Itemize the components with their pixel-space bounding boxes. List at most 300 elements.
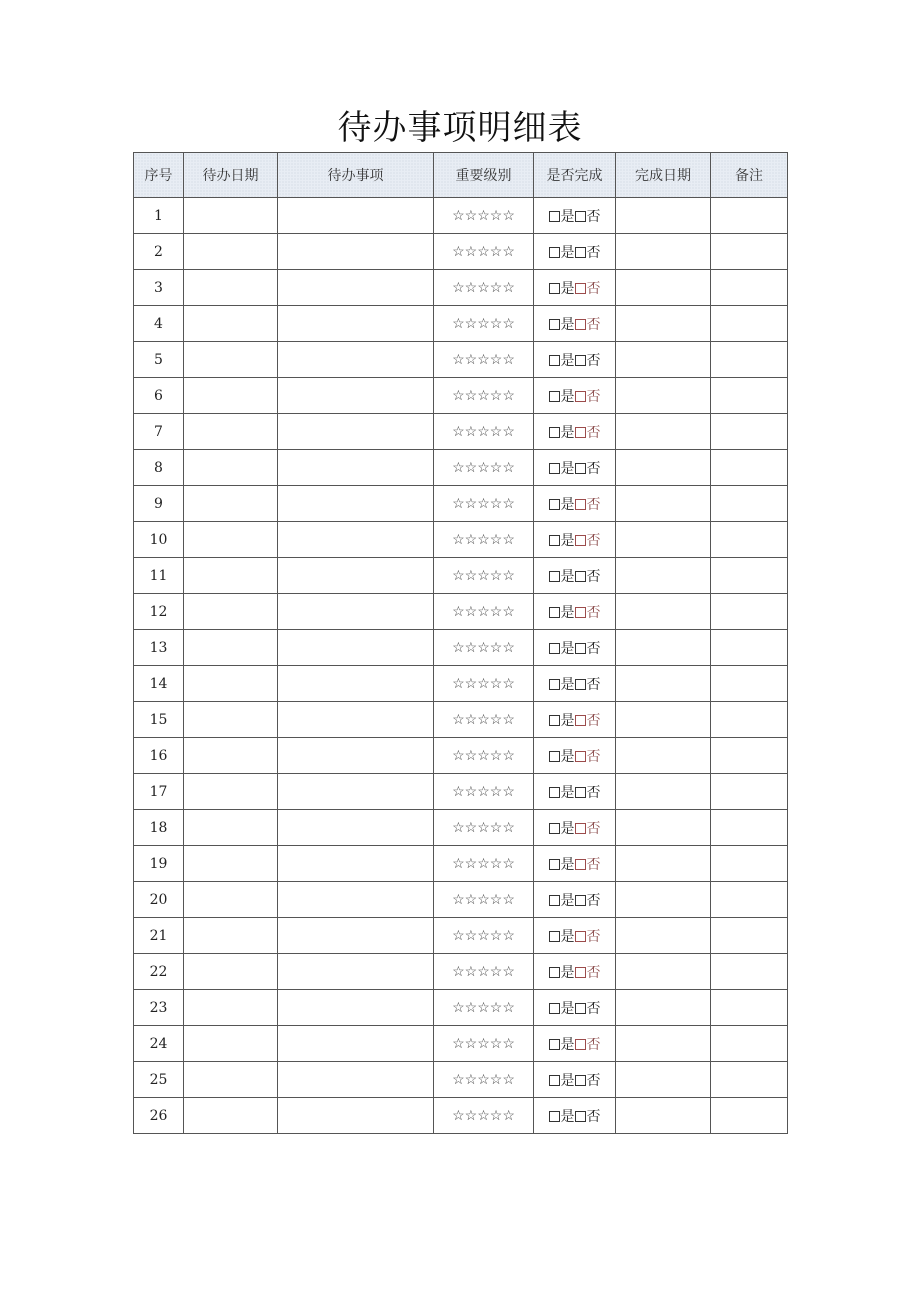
row-todo-date-cell[interactable] (184, 234, 278, 270)
row-done-date-cell[interactable] (616, 1062, 711, 1098)
row-done (534, 306, 616, 342)
importance-stars[interactable]: ☆☆☆☆☆ (452, 495, 515, 512)
row-todo-date-cell[interactable] (184, 774, 278, 810)
row-todo-item-cell[interactable] (278, 918, 434, 954)
yes-checkbox[interactable] (549, 571, 560, 582)
no-checkbox[interactable] (575, 355, 586, 366)
importance-stars[interactable]: ☆☆☆☆☆ (452, 1035, 515, 1052)
yes-label: 是 (560, 1036, 575, 1053)
header-importance: 重要级别 (434, 153, 534, 198)
row-todo-item-cell[interactable] (278, 234, 434, 270)
row-done-date-cell[interactable] (616, 414, 711, 450)
no-label: 否 (586, 424, 601, 441)
yes-label: 是 (560, 604, 575, 621)
no-checkbox[interactable] (575, 679, 586, 690)
row-remarks-cell[interactable] (711, 666, 788, 702)
row-remarks-cell[interactable] (711, 1098, 788, 1134)
row-todo-item-cell[interactable] (278, 666, 434, 702)
importance-stars[interactable]: ☆☆☆☆☆ (452, 1107, 515, 1124)
no-label: 否 (586, 460, 601, 477)
row-done (534, 990, 616, 1026)
row-done (534, 702, 616, 738)
yes-label: 是 (560, 1108, 575, 1125)
row-remarks-cell[interactable] (711, 738, 788, 774)
row-todo-item-cell[interactable] (278, 990, 434, 1026)
row-done-date-cell[interactable] (616, 342, 711, 378)
row-remarks-cell[interactable] (711, 702, 788, 738)
row-done-date-cell[interactable] (616, 630, 711, 666)
yes-checkbox[interactable] (549, 679, 560, 690)
no-label: 否 (586, 604, 601, 621)
row-importance[interactable] (434, 234, 534, 270)
row-todo-item-cell[interactable] (278, 774, 434, 810)
yes-label: 是 (560, 208, 575, 225)
importance-stars[interactable]: ☆☆☆☆☆ (452, 315, 515, 332)
row-importance[interactable] (434, 666, 534, 702)
yes-label: 是 (560, 676, 575, 693)
row-todo-date-cell[interactable] (184, 1098, 278, 1134)
no-checkbox[interactable] (575, 535, 586, 546)
row-todo-item-cell[interactable] (278, 1026, 434, 1062)
yes-label: 是 (560, 928, 575, 945)
yes-checkbox[interactable] (549, 607, 560, 618)
row-remarks-cell[interactable] (711, 270, 788, 306)
row-todo-date-cell[interactable] (184, 1026, 278, 1062)
yes-checkbox[interactable] (549, 283, 560, 294)
row-done-date-cell[interactable] (616, 270, 711, 306)
no-checkbox[interactable] (575, 931, 586, 942)
importance-stars[interactable]: ☆☆☆☆☆ (452, 243, 515, 260)
yes-checkbox[interactable] (549, 427, 560, 438)
row-done-date-cell[interactable] (616, 918, 711, 954)
no-checkbox[interactable] (575, 463, 586, 474)
importance-stars[interactable]: ☆☆☆☆☆ (452, 387, 515, 404)
yes-label: 是 (560, 532, 575, 549)
row-todo-item-cell[interactable] (278, 1098, 434, 1134)
row-importance[interactable] (434, 594, 534, 630)
row-seq: 21 (134, 918, 184, 954)
no-label: 否 (586, 640, 601, 657)
row-todo-date-cell[interactable] (184, 198, 278, 234)
yes-checkbox[interactable] (549, 1111, 560, 1122)
row-done (534, 1026, 616, 1062)
row-todo-item-cell[interactable] (278, 270, 434, 306)
row-remarks-cell[interactable] (711, 378, 788, 414)
no-label: 否 (586, 892, 601, 909)
row-todo-date-cell[interactable] (184, 918, 278, 954)
no-checkbox[interactable] (575, 1039, 586, 1050)
no-label: 否 (586, 568, 601, 585)
importance-stars[interactable]: ☆☆☆☆☆ (452, 963, 515, 980)
row-importance[interactable] (434, 414, 534, 450)
row-importance[interactable] (434, 558, 534, 594)
table-row (134, 486, 788, 522)
row-done-date-cell[interactable] (616, 954, 711, 990)
no-checkbox[interactable] (575, 607, 586, 618)
row-done-date-cell[interactable] (616, 738, 711, 774)
row-seq: 9 (134, 486, 184, 522)
importance-stars[interactable]: ☆☆☆☆☆ (452, 747, 515, 764)
no-checkbox[interactable] (575, 211, 586, 222)
row-seq: 23 (134, 990, 184, 1026)
no-label: 否 (586, 532, 601, 549)
yes-label: 是 (560, 280, 575, 297)
row-done-date-cell[interactable] (616, 306, 711, 342)
yes-checkbox[interactable] (549, 1003, 560, 1014)
row-done (534, 774, 616, 810)
table-row (134, 666, 788, 702)
row-todo-item-cell[interactable] (278, 954, 434, 990)
no-label: 否 (586, 856, 601, 873)
row-todo-date-cell[interactable] (184, 342, 278, 378)
yes-checkbox[interactable] (549, 247, 560, 258)
importance-stars[interactable]: ☆☆☆☆☆ (452, 891, 515, 908)
row-importance[interactable] (434, 1026, 534, 1062)
yes-checkbox[interactable] (549, 859, 560, 870)
table-row (134, 810, 788, 846)
no-checkbox[interactable] (575, 571, 586, 582)
no-checkbox[interactable] (575, 895, 586, 906)
row-remarks-cell[interactable] (711, 810, 788, 846)
row-importance[interactable] (434, 630, 534, 666)
no-label: 否 (586, 496, 601, 513)
row-remarks-cell[interactable] (711, 594, 788, 630)
row-done (534, 522, 616, 558)
yes-checkbox[interactable] (549, 1039, 560, 1050)
row-remarks-cell[interactable] (711, 198, 788, 234)
row-done-date-cell[interactable] (616, 810, 711, 846)
row-todo-item-cell[interactable] (278, 630, 434, 666)
yes-label: 是 (560, 316, 575, 333)
todo-table (133, 152, 788, 1134)
row-todo-item-cell[interactable] (278, 738, 434, 774)
yes-checkbox[interactable] (549, 823, 560, 834)
row-todo-date-cell[interactable] (184, 270, 278, 306)
row-importance[interactable] (434, 1098, 534, 1134)
row-done-date-cell[interactable] (616, 882, 711, 918)
importance-stars[interactable]: ☆☆☆☆☆ (452, 603, 515, 620)
no-checkbox[interactable] (575, 319, 586, 330)
no-label: 否 (586, 388, 601, 405)
row-todo-date-cell[interactable] (184, 738, 278, 774)
importance-stars[interactable]: ☆☆☆☆☆ (452, 927, 515, 944)
row-todo-date-cell[interactable] (184, 378, 278, 414)
yes-checkbox[interactable] (549, 931, 560, 942)
row-remarks-cell[interactable] (711, 306, 788, 342)
row-done (534, 1098, 616, 1134)
no-checkbox[interactable] (575, 715, 586, 726)
row-todo-date-cell[interactable] (184, 702, 278, 738)
row-todo-date-cell[interactable] (184, 522, 278, 558)
row-importance[interactable] (434, 486, 534, 522)
row-todo-date-cell[interactable] (184, 810, 278, 846)
yes-checkbox[interactable] (549, 499, 560, 510)
row-done-date-cell[interactable] (616, 522, 711, 558)
header-seq: 序号 (134, 153, 184, 198)
importance-stars[interactable]: ☆☆☆☆☆ (452, 351, 515, 368)
row-todo-date-cell[interactable] (184, 558, 278, 594)
row-importance[interactable] (434, 810, 534, 846)
header-todo-item: 待办事项 (278, 153, 434, 198)
row-todo-item-cell[interactable] (278, 1062, 434, 1098)
row-importance[interactable] (434, 846, 534, 882)
no-label: 否 (586, 244, 601, 261)
no-checkbox[interactable] (575, 247, 586, 258)
yes-label: 是 (560, 784, 575, 801)
importance-stars[interactable]: ☆☆☆☆☆ (452, 279, 515, 296)
row-todo-date-cell[interactable] (184, 666, 278, 702)
row-todo-item-cell[interactable] (278, 810, 434, 846)
yes-checkbox[interactable] (549, 391, 560, 402)
row-todo-date-cell[interactable] (184, 990, 278, 1026)
table-row (134, 918, 788, 954)
row-done-date-cell[interactable] (616, 846, 711, 882)
table-row (134, 270, 788, 306)
row-done-date-cell[interactable] (616, 198, 711, 234)
row-todo-date-cell[interactable] (184, 486, 278, 522)
row-todo-item-cell[interactable] (278, 846, 434, 882)
row-seq: 2 (134, 234, 184, 270)
row-done (534, 738, 616, 774)
header-row (134, 153, 788, 198)
row-done (534, 630, 616, 666)
row-todo-date-cell[interactable] (184, 630, 278, 666)
row-todo-item-cell[interactable] (278, 882, 434, 918)
yes-checkbox[interactable] (549, 355, 560, 366)
row-todo-item-cell[interactable] (278, 198, 434, 234)
importance-stars[interactable]: ☆☆☆☆☆ (452, 531, 515, 548)
no-label: 否 (586, 1108, 601, 1125)
no-label: 否 (586, 208, 601, 225)
no-checkbox[interactable] (575, 1003, 586, 1014)
row-todo-date-cell[interactable] (184, 954, 278, 990)
header-done: 是否完成 (534, 153, 616, 198)
row-done (534, 954, 616, 990)
importance-stars[interactable]: ☆☆☆☆☆ (452, 819, 515, 836)
yes-checkbox[interactable] (549, 643, 560, 654)
yes-checkbox[interactable] (549, 967, 560, 978)
no-label: 否 (586, 712, 601, 729)
row-importance[interactable] (434, 378, 534, 414)
row-remarks-cell[interactable] (711, 1026, 788, 1062)
row-done (534, 450, 616, 486)
row-seq: 13 (134, 630, 184, 666)
no-checkbox[interactable] (575, 283, 586, 294)
yes-checkbox[interactable] (549, 1075, 560, 1086)
row-todo-date-cell[interactable] (184, 1062, 278, 1098)
row-todo-item-cell[interactable] (278, 342, 434, 378)
importance-stars[interactable]: ☆☆☆☆☆ (452, 711, 515, 728)
table-row (134, 378, 788, 414)
row-done-date-cell[interactable] (616, 1026, 711, 1062)
table-row (134, 342, 788, 378)
no-checkbox[interactable] (575, 643, 586, 654)
no-label: 否 (586, 676, 601, 693)
row-remarks-cell[interactable] (711, 450, 788, 486)
no-label: 否 (586, 784, 601, 801)
row-done-date-cell[interactable] (616, 558, 711, 594)
yes-checkbox[interactable] (549, 319, 560, 330)
row-todo-item-cell[interactable] (278, 594, 434, 630)
importance-stars[interactable]: ☆☆☆☆☆ (452, 423, 515, 440)
yes-label: 是 (560, 424, 575, 441)
table-row (134, 234, 788, 270)
importance-stars[interactable]: ☆☆☆☆☆ (452, 207, 515, 224)
no-checkbox[interactable] (575, 1075, 586, 1086)
table-row (134, 954, 788, 990)
row-done-date-cell[interactable] (616, 378, 711, 414)
row-seq: 18 (134, 810, 184, 846)
row-importance[interactable] (434, 774, 534, 810)
row-remarks-cell[interactable] (711, 954, 788, 990)
importance-stars[interactable]: ☆☆☆☆☆ (452, 855, 515, 872)
row-remarks-cell[interactable] (711, 846, 788, 882)
row-todo-date-cell[interactable] (184, 450, 278, 486)
row-importance[interactable] (434, 882, 534, 918)
yes-label: 是 (560, 1000, 575, 1017)
row-seq: 15 (134, 702, 184, 738)
no-checkbox[interactable] (575, 787, 586, 798)
row-importance[interactable] (434, 522, 534, 558)
row-todo-item-cell[interactable] (278, 486, 434, 522)
row-todo-item-cell[interactable] (278, 378, 434, 414)
row-done (534, 882, 616, 918)
row-seq: 24 (134, 1026, 184, 1062)
row-done-date-cell[interactable] (616, 666, 711, 702)
header-done-date: 完成日期 (616, 153, 711, 198)
row-todo-item-cell[interactable] (278, 306, 434, 342)
row-remarks-cell[interactable] (711, 774, 788, 810)
row-remarks-cell[interactable] (711, 486, 788, 522)
row-remarks-cell[interactable] (711, 990, 788, 1026)
no-label: 否 (586, 1072, 601, 1089)
row-remarks-cell[interactable] (711, 342, 788, 378)
row-todo-date-cell[interactable] (184, 882, 278, 918)
no-checkbox[interactable] (575, 751, 586, 762)
table-row (134, 774, 788, 810)
no-checkbox[interactable] (575, 499, 586, 510)
row-remarks-cell[interactable] (711, 234, 788, 270)
row-remarks-cell[interactable] (711, 414, 788, 450)
no-checkbox[interactable] (575, 967, 586, 978)
row-remarks-cell[interactable] (711, 558, 788, 594)
row-importance[interactable] (434, 990, 534, 1026)
row-done (534, 234, 616, 270)
row-todo-date-cell[interactable] (184, 414, 278, 450)
row-seq: 11 (134, 558, 184, 594)
yes-checkbox[interactable] (549, 211, 560, 222)
yes-checkbox[interactable] (549, 751, 560, 762)
row-seq: 1 (134, 198, 184, 234)
no-checkbox[interactable] (575, 391, 586, 402)
row-todo-date-cell[interactable] (184, 846, 278, 882)
row-seq: 8 (134, 450, 184, 486)
importance-stars[interactable]: ☆☆☆☆☆ (452, 783, 515, 800)
row-done-date-cell[interactable] (616, 990, 711, 1026)
yes-checkbox[interactable] (549, 787, 560, 798)
header-remarks: 备注 (711, 153, 788, 198)
row-importance[interactable] (434, 954, 534, 990)
no-label: 否 (586, 316, 601, 333)
row-done (534, 486, 616, 522)
yes-label: 是 (560, 964, 575, 981)
no-checkbox[interactable] (575, 859, 586, 870)
yes-checkbox[interactable] (549, 463, 560, 474)
row-seq: 3 (134, 270, 184, 306)
row-done-date-cell[interactable] (616, 774, 711, 810)
importance-stars[interactable]: ☆☆☆☆☆ (452, 999, 515, 1016)
row-done-date-cell[interactable] (616, 486, 711, 522)
yes-checkbox[interactable] (549, 715, 560, 726)
yes-label: 是 (560, 568, 575, 585)
row-done-date-cell[interactable] (616, 234, 711, 270)
row-done (534, 666, 616, 702)
row-todo-item-cell[interactable] (278, 702, 434, 738)
no-checkbox[interactable] (575, 823, 586, 834)
yes-checkbox[interactable] (549, 895, 560, 906)
row-done (534, 414, 616, 450)
no-label: 否 (586, 928, 601, 945)
row-importance[interactable] (434, 342, 534, 378)
row-importance[interactable] (434, 738, 534, 774)
row-todo-date-cell[interactable] (184, 594, 278, 630)
row-done-date-cell[interactable] (616, 594, 711, 630)
row-done (534, 558, 616, 594)
row-todo-item-cell[interactable] (278, 522, 434, 558)
table-row (134, 450, 788, 486)
row-seq: 7 (134, 414, 184, 450)
row-remarks-cell[interactable] (711, 918, 788, 954)
row-todo-item-cell[interactable] (278, 558, 434, 594)
importance-stars[interactable]: ☆☆☆☆☆ (452, 639, 515, 656)
row-importance[interactable] (434, 198, 534, 234)
row-done (534, 378, 616, 414)
row-importance[interactable] (434, 1062, 534, 1098)
row-importance[interactable] (434, 702, 534, 738)
yes-label: 是 (560, 892, 575, 909)
yes-label: 是 (560, 388, 575, 405)
no-checkbox[interactable] (575, 1111, 586, 1122)
table-row (134, 522, 788, 558)
row-seq: 25 (134, 1062, 184, 1098)
row-todo-date-cell[interactable] (184, 306, 278, 342)
row-done (534, 1062, 616, 1098)
row-importance[interactable] (434, 306, 534, 342)
row-remarks-cell[interactable] (711, 630, 788, 666)
importance-stars[interactable]: ☆☆☆☆☆ (452, 675, 515, 692)
row-todo-item-cell[interactable] (278, 414, 434, 450)
no-label: 否 (586, 820, 601, 837)
yes-label: 是 (560, 496, 575, 513)
row-remarks-cell[interactable] (711, 522, 788, 558)
row-importance[interactable] (434, 450, 534, 486)
row-done (534, 918, 616, 954)
importance-stars[interactable]: ☆☆☆☆☆ (452, 567, 515, 584)
yes-checkbox[interactable] (549, 535, 560, 546)
row-importance[interactable] (434, 918, 534, 954)
row-importance[interactable] (434, 270, 534, 306)
row-done-date-cell[interactable] (616, 1098, 711, 1134)
importance-stars[interactable]: ☆☆☆☆☆ (452, 1071, 515, 1088)
row-remarks-cell[interactable] (711, 1062, 788, 1098)
row-done-date-cell[interactable] (616, 702, 711, 738)
importance-stars[interactable]: ☆☆☆☆☆ (452, 459, 515, 476)
row-remarks-cell[interactable] (711, 882, 788, 918)
yes-label: 是 (560, 460, 575, 477)
no-checkbox[interactable] (575, 427, 586, 438)
row-todo-item-cell[interactable] (278, 450, 434, 486)
row-done-date-cell[interactable] (616, 450, 711, 486)
